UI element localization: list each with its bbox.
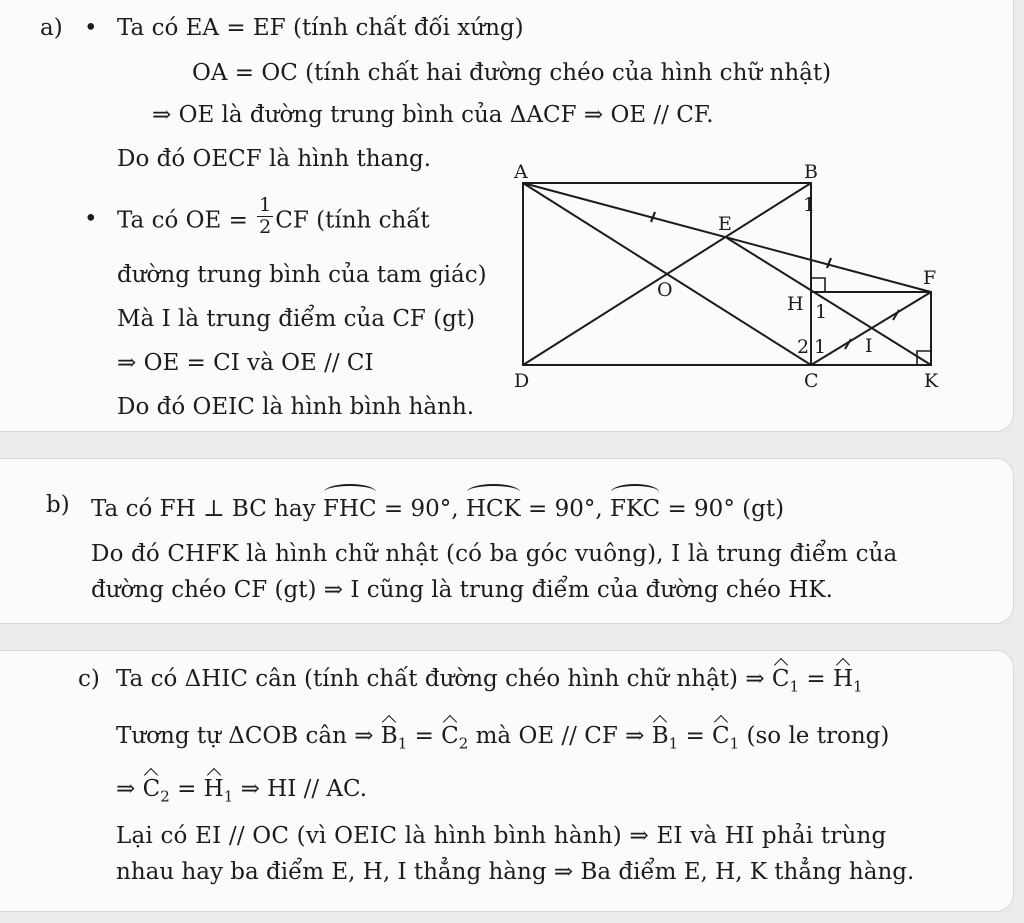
one-half-fraction	[257, 195, 273, 238]
part-c-line-5: nhau hay ba điểm E, H, I thẳng hàng ⇒ Ba điểm E, H, K thẳng hàng.	[116, 859, 915, 885]
part-c-label: c)	[78, 666, 100, 692]
geometry-figure	[505, 158, 965, 396]
label-k: K	[924, 370, 939, 392]
label-c1: 1	[814, 336, 827, 358]
label-c: C	[804, 370, 819, 392]
part-b-line-1	[91, 491, 784, 523]
part-a-line-8: ⇒ OE = CI và OE // CI	[117, 350, 374, 376]
part-c-text-4: (so le trong)	[746, 723, 890, 749]
fraction-denominator: 2	[259, 216, 272, 238]
line-5-suffix: CF (tính chất	[275, 207, 430, 234]
part-a-line-7: Mà I là trung điểm của CF (gt)	[117, 306, 476, 332]
subscript-1: 1	[853, 677, 863, 696]
angle-c-hat: C	[771, 666, 790, 692]
angle-h-hat: H	[203, 776, 224, 802]
tick-mark-ef	[827, 258, 831, 268]
label-h: H	[787, 293, 804, 315]
fraction-numerator: 1	[259, 194, 272, 216]
label-b: B	[804, 161, 818, 183]
equals-sign: =	[414, 723, 434, 749]
part-a-line-3: ⇒ OE là đường trung bình của ΔACF ⇒ OE // CF.	[152, 102, 714, 128]
label-o: O	[657, 279, 673, 301]
label-h1: 1	[815, 301, 828, 323]
part-a-line-2: OA = OC (tính chất hai đường chéo của hình chữ nhật)	[192, 60, 832, 86]
part-a-line-5	[117, 194, 430, 238]
arc-angle-hck: HCK	[466, 491, 521, 523]
subscript-1: 1	[397, 734, 408, 753]
arc-angle-fhc: FHC	[323, 491, 377, 523]
angle-h-hat: H	[832, 666, 854, 692]
arc-angle-fkc: FKC	[610, 491, 660, 523]
bullet-2: •	[84, 206, 98, 232]
right-angle-mark-h	[811, 278, 825, 292]
equals-sign: =	[177, 776, 197, 802]
part-c-line-2	[116, 722, 889, 758]
label-i: I	[865, 335, 873, 357]
equals-sign: =	[685, 723, 705, 749]
part-c-line-3	[116, 775, 367, 811]
angle-b-hat: B	[651, 723, 669, 749]
label-c2: 2	[797, 336, 810, 358]
part-a-line-9: Do đó OEIC là hình bình hành.	[117, 394, 475, 420]
part-c-text-5: ⇒ HI // AC.	[240, 776, 368, 802]
part-b-line-2: Do đó CHFK là hình chữ nhật (có ba góc vuông), I là trung điểm của	[91, 541, 898, 567]
part-c-text-1: Ta có ΔHIC cân (tính chất đường chéo hình chữ nhật) ⇒	[116, 666, 765, 692]
part-a-line-1: Ta có EA = EF (tính chất đối xứng)	[117, 15, 524, 41]
part-a-line-4: Do đó OECF là hình thang.	[117, 146, 432, 172]
subscript-1: 1	[223, 787, 234, 806]
part-c-text-2: Tương tự ΔCOB cân ⇒	[116, 723, 374, 749]
angle-c-hat: C	[142, 776, 161, 802]
angle-b-hat: B	[380, 723, 398, 749]
label-a: A	[514, 161, 528, 183]
subscript-2: 2	[160, 787, 170, 806]
label-d: D	[514, 370, 530, 392]
part-c-text-3: mà OE // CF ⇒	[475, 723, 645, 749]
part-b-text-3: = 90°,	[528, 496, 603, 522]
angle-c-hat: C	[441, 723, 459, 749]
part-b-label: b)	[46, 492, 70, 518]
subscript-1: 1	[668, 734, 679, 753]
label-e: E	[718, 213, 732, 235]
part-c-line-4: Lại có EI // OC (vì OEIC là hình bình hành) ⇒ EI và HI phải trùng	[116, 823, 887, 849]
part-a-line-6: đường trung bình của tam giác)	[117, 262, 487, 288]
subscript-1: 1	[789, 677, 800, 696]
label-b1: 1	[803, 194, 816, 216]
angle-c-hat: C	[712, 723, 730, 749]
implies-arrow: ⇒	[116, 776, 136, 802]
subscript-2: 2	[458, 734, 469, 753]
part-b-text-2: = 90°,	[383, 496, 459, 522]
part-b-text-4: = 90° (gt)	[667, 496, 785, 522]
part-b-text-1: Ta có FH ⊥ BC hay	[91, 496, 316, 522]
part-b-line-3: đường chéo CF (gt) ⇒ I cũng là trung điểm của đường chéo HK.	[91, 577, 833, 603]
bullet-1: •	[84, 15, 98, 41]
part-c-line-1	[116, 665, 863, 701]
equals-sign: =	[806, 666, 826, 692]
subscript-1: 1	[729, 734, 740, 753]
part-a-label: a)	[40, 15, 63, 41]
segment-af	[523, 183, 931, 292]
segment-ek	[727, 238, 931, 365]
label-f: F	[923, 267, 937, 289]
line-5-prefix: Ta có OE =	[117, 207, 248, 234]
